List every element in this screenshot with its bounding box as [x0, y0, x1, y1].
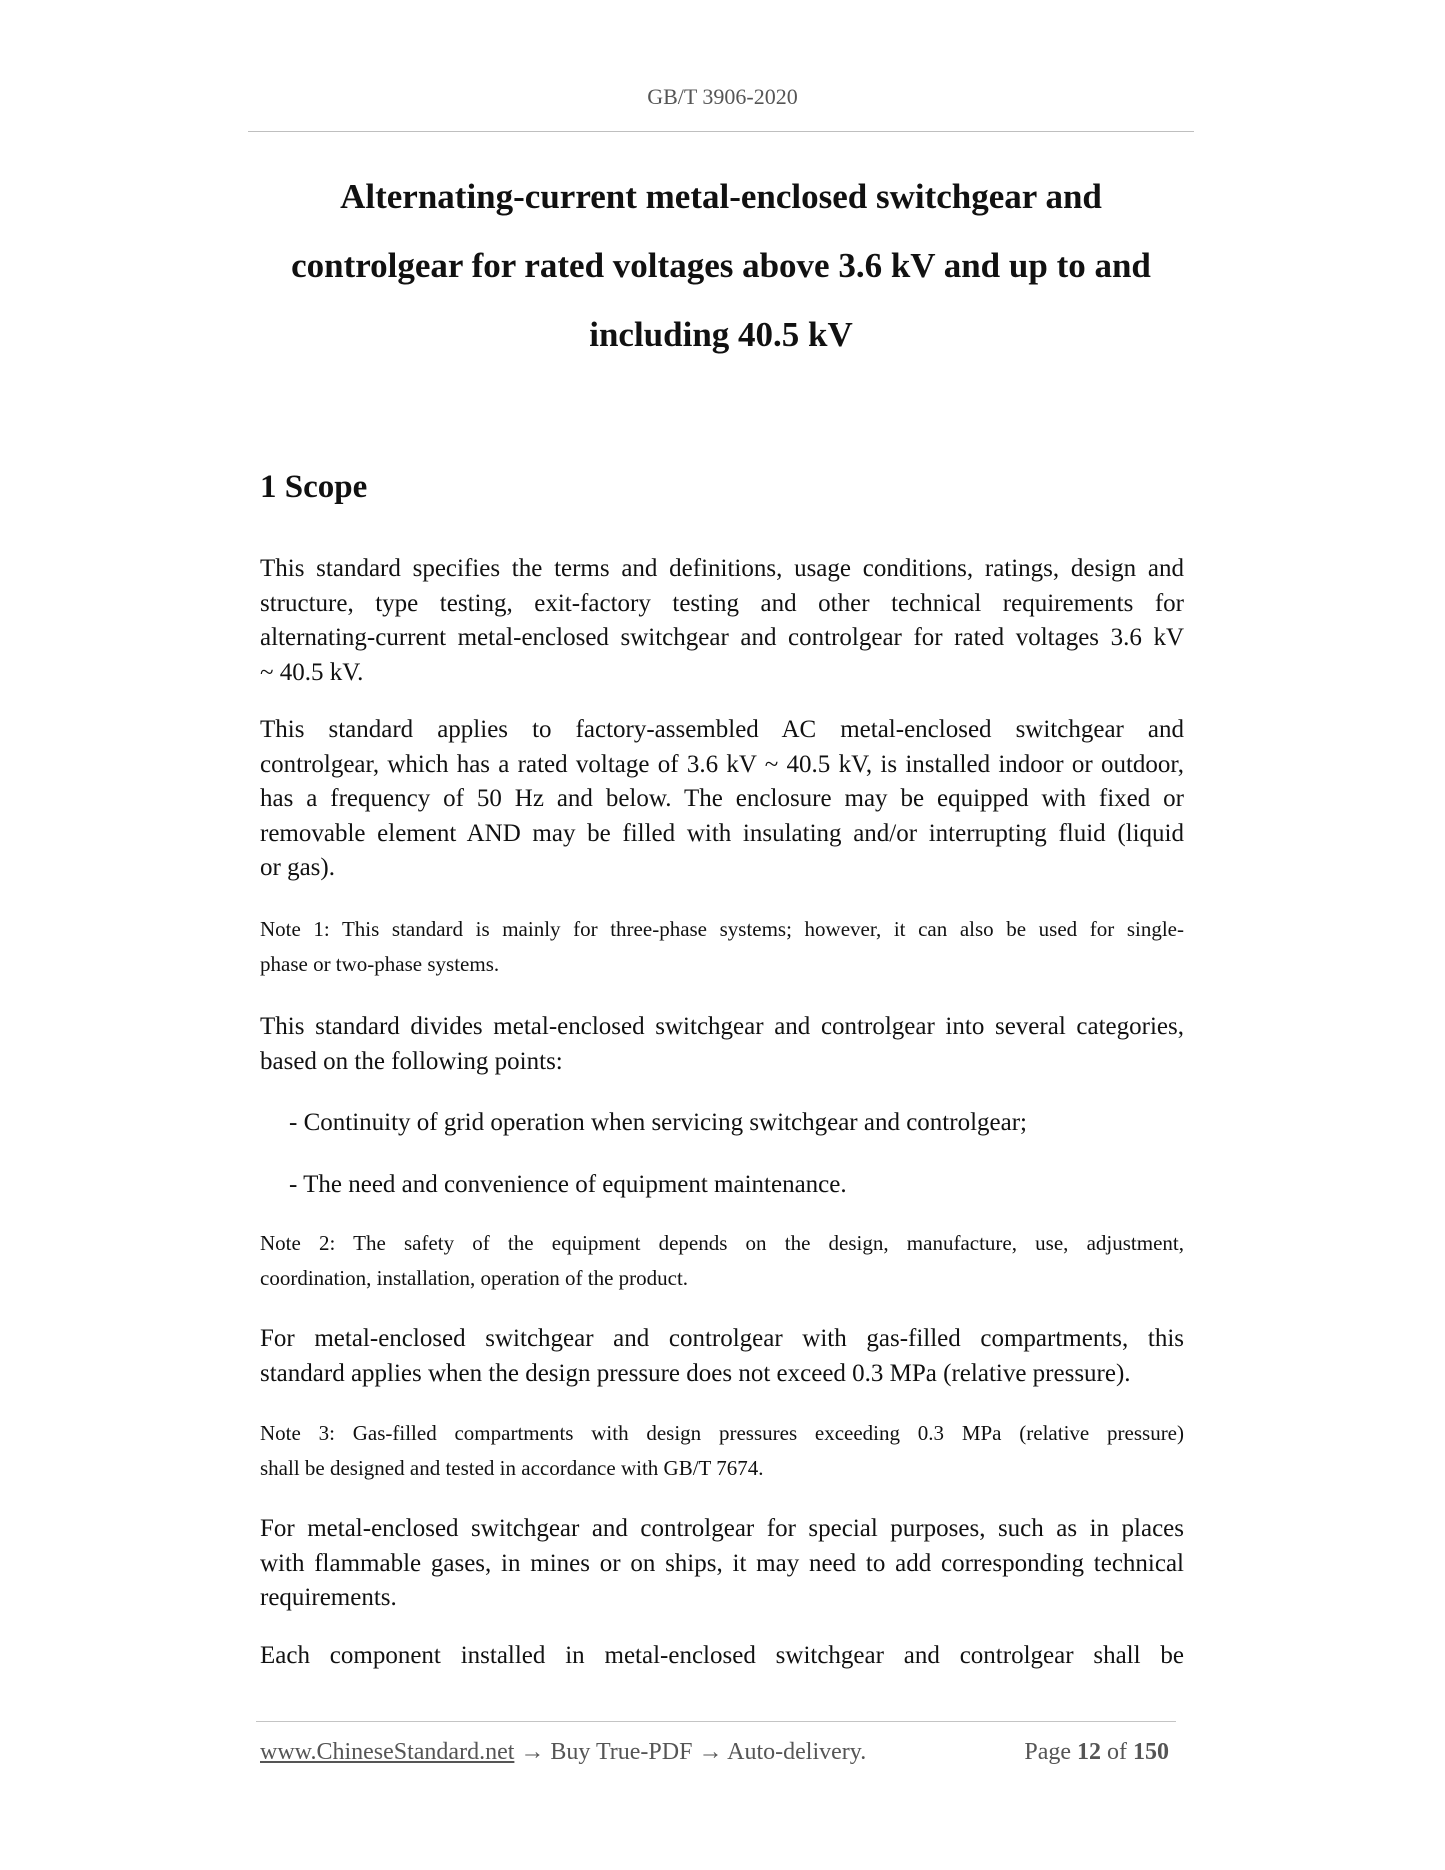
delivery-text: Auto-delivery. [727, 1739, 867, 1765]
scope-paragraph-4 [260, 1322, 1184, 1391]
page-number [1024, 1739, 1169, 1766]
text-line: structure, type testing, exit-factory testing and other technical requirements for [260, 589, 1184, 617]
footer-divider [256, 1721, 1176, 1722]
text-line: This standard divides metal-enclosed switchgear and controlgear into several categories, [260, 1013, 1184, 1040]
text-line: shall be designed and tested in accordance with GB/T 7674. [260, 1455, 764, 1480]
document-title [248, 162, 1194, 369]
text-line: For metal-enclosed switchgear and controlgear with gas-filled compartments, this [260, 1325, 1184, 1352]
text-line: phase or two-phase systems. [260, 951, 500, 976]
category-list-2 [260, 1168, 1184, 1203]
category-list [260, 1106, 1184, 1141]
scope-paragraph-2 [260, 713, 1184, 886]
text-line: controlgear, which has a rated voltage of 3.6 kV ~ 40.5 kV, is installed indoor or outdoor, [260, 750, 1184, 778]
of-label: of [1107, 1739, 1127, 1765]
text-line: Note 3: Gas-filled compartments with design pressures exceeding 0.3 MPa (relative pressure) [260, 1421, 1184, 1445]
scope-paragraph-6 [260, 1639, 1184, 1674]
list-item: - Continuity of grid operation when servicing switchgear and controlgear; [289, 1109, 1027, 1136]
text-line: with flammable gases, in mines or on ships, it may need to add corresponding technical [260, 1549, 1184, 1577]
arrow-icon: → [698, 1739, 723, 1765]
text-line: coordination, installation, operation of the product. [260, 1265, 689, 1290]
page-current: 12 [1077, 1739, 1101, 1765]
title-line: Alternating-current metal-enclosed switchgear and [340, 177, 1102, 216]
text-line: removable element AND may be filled with insulating and/or interrupting fluid (liquid [260, 819, 1184, 847]
section-heading: 1 Scope [260, 469, 368, 505]
buy-text: Buy True-PDF [550, 1739, 693, 1765]
text-line: standard applies when the design pressure does not exceed 0.3 MPa (relative pressure). [260, 1359, 1131, 1387]
scope-paragraph-3 [260, 1010, 1184, 1079]
note-1 [260, 912, 1184, 981]
scope-paragraph-1 [260, 552, 1184, 690]
text-line: requirements. [260, 1584, 397, 1611]
arrow-icon: → [520, 1739, 545, 1765]
site-link[interactable]: www.ChineseStandard.net [260, 1739, 515, 1765]
title-line: including 40.5 kV [589, 315, 853, 354]
text-line: For metal-enclosed switchgear and controlgear for special purposes, such as in places [260, 1515, 1184, 1542]
text-line: Each component installed in metal-enclosed switchgear and controlgear shall be [260, 1642, 1184, 1669]
list-item: - The need and convenience of equipment maintenance. [289, 1171, 847, 1198]
scope-paragraph-5 [260, 1512, 1184, 1616]
text-line: alternating-current metal-enclosed switchgear and controlgear for rated voltages 3.6 kV [260, 624, 1184, 651]
page-label: Page [1024, 1739, 1071, 1765]
text-line: This standard specifies the terms and definitions, usage conditions, ratings, design and [260, 555, 1184, 582]
text-line: has a frequency of 50 Hz and below. The enclosure may be equipped with fixed or [260, 785, 1184, 812]
note-3 [260, 1416, 1184, 1485]
note-2 [260, 1226, 1184, 1295]
page-total: 150 [1133, 1739, 1169, 1765]
running-header: GB/T 3906-2020 [647, 84, 798, 109]
text-line: or gas). [260, 854, 335, 881]
text-line: This standard applies to factory-assembled AC metal-enclosed switchgear and [260, 716, 1184, 743]
title-line: controlgear for rated voltages above 3.6 kV and up to and [291, 246, 1151, 285]
text-line: Note 2: The safety of the equipment depends on the design, manufacture, use, adjustment, [260, 1231, 1184, 1255]
footer-promo [260, 1739, 866, 1766]
text-line: Note 1: This standard is mainly for three-phase systems; however, it can also be used for single- [260, 917, 1184, 941]
text-line: ~ 40.5 kV. [260, 658, 364, 686]
text-line: based on the following points: [260, 1047, 563, 1075]
header-divider [248, 131, 1194, 132]
